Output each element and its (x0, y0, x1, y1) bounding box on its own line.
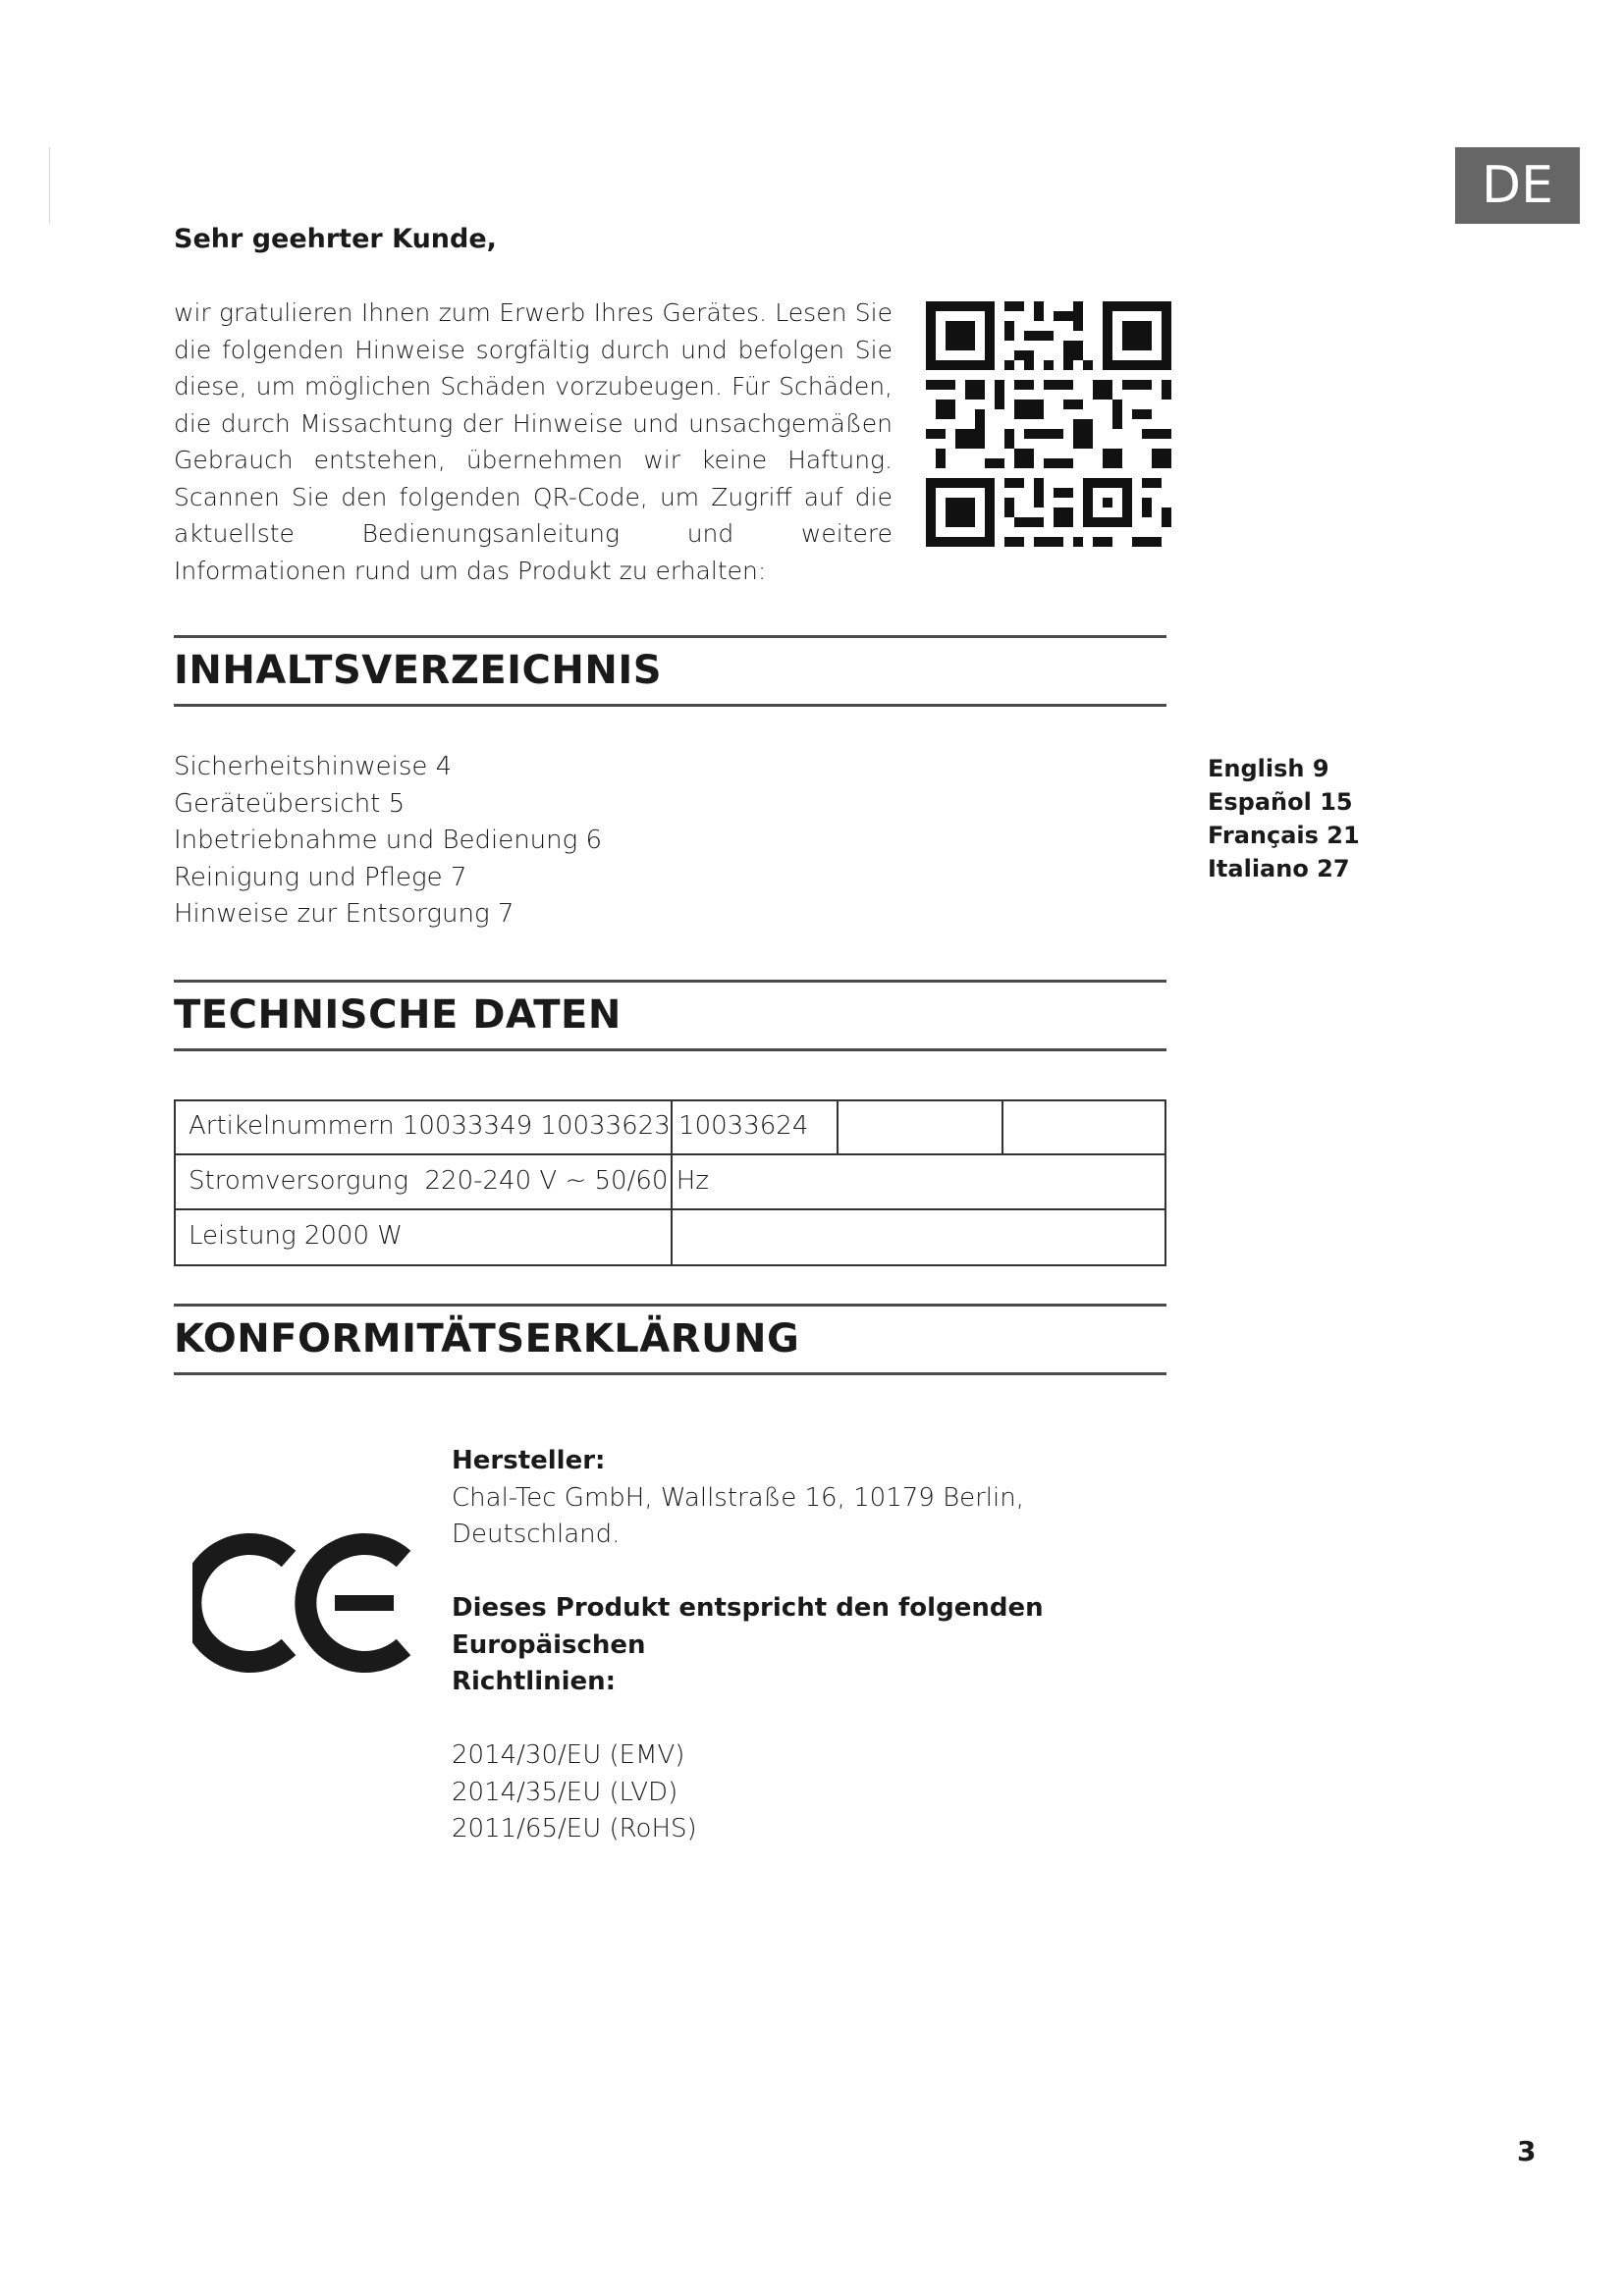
qr-code (926, 301, 1171, 547)
conformity-title: KONFORMITÄTSERKLÄRUNG (174, 1316, 800, 1362)
intro-paragraph: wir gratulieren Ihnen zum Erwerb Ihres Gerätes. Lesen Sie die folgenden Hinweise sorgfältig durch und befolgen Sie diese, um möglichen Schäden vorzubeugen. Für Schäden, die durch Missachtung der Hinweise und unsachgemäßen Gebrauch entstehen, übernehmen wir keine Haftung. Scannen Sie den folgenden QR-Code, um Zugriff auf die aktuellste Bedienungsanleitung und weitere Informationen rund um das Produkt zu erhalten: (174, 298, 893, 585)
directive-item: 2014/35/EU (LVD) (452, 1777, 678, 1807)
language-item: Español 15 (1208, 788, 1353, 816)
section-rule (174, 1304, 1166, 1307)
table-border (1164, 1099, 1166, 1266)
toc-item: Geräteübersicht 5 (174, 788, 406, 819)
language-list (1208, 752, 1360, 885)
page-number: 3 (1517, 2135, 1537, 2167)
section-rule (174, 635, 1166, 638)
spec-row-article-numbers: Artikelnummern 10033349 10033623 10033624 (189, 1111, 809, 1141)
conformity-block (452, 1443, 1178, 1848)
spec-row-power-supply: Stromversorgung 220-240 V ~ 50/60 Hz (189, 1166, 709, 1196)
language-item: English 9 (1208, 755, 1329, 782)
section-rule (174, 704, 1166, 707)
table-border (174, 1099, 176, 1266)
tech-data-title: TECHNISCHE DATEN (174, 992, 622, 1038)
manufacturer-address: Chal-Tec GmbH, Wallstraße 16, 10179 Berlin, Deutschland. (452, 1482, 1024, 1549)
section-rule (174, 1372, 1166, 1375)
toc-item: Sicherheitshinweise 4 (174, 752, 453, 781)
toc-item: Hinweise zur Entsorgung 7 (174, 899, 514, 929)
greeting: Sehr geehrter Kunde, (174, 224, 497, 254)
table-border (837, 1099, 839, 1154)
toc-item: Reinigung und Pflege 7 (174, 862, 467, 892)
toc-item: Inbetriebnahme und Bedienung 6 (174, 826, 603, 855)
spec-row-power: Leistung 2000 W (189, 1221, 403, 1251)
language-item: Français 21 (1208, 822, 1360, 849)
spec-table (174, 1099, 1166, 1266)
directive-item: 2011/65/EU (RoHS) (452, 1814, 697, 1843)
conformity-statement-cont: Richtlinien: (452, 1667, 617, 1696)
section-rule (174, 980, 1166, 983)
ce-mark-icon (192, 1520, 418, 1686)
language-item: Italiano 27 (1208, 855, 1350, 882)
section-rule (174, 1048, 1166, 1051)
table-border (1001, 1099, 1003, 1154)
toc-title: INHALTSVERZEICHNIS (174, 648, 663, 693)
language-tab: DE (1455, 147, 1580, 224)
manufacturer-label: Hersteller: (452, 1446, 606, 1475)
table-of-contents (174, 749, 602, 934)
conformity-statement: Dieses Produkt entspricht den folgenden Europäischen (452, 1593, 1044, 1660)
margin-line (49, 147, 50, 224)
directive-item: 2014/30/EU (EMV) (452, 1740, 685, 1770)
